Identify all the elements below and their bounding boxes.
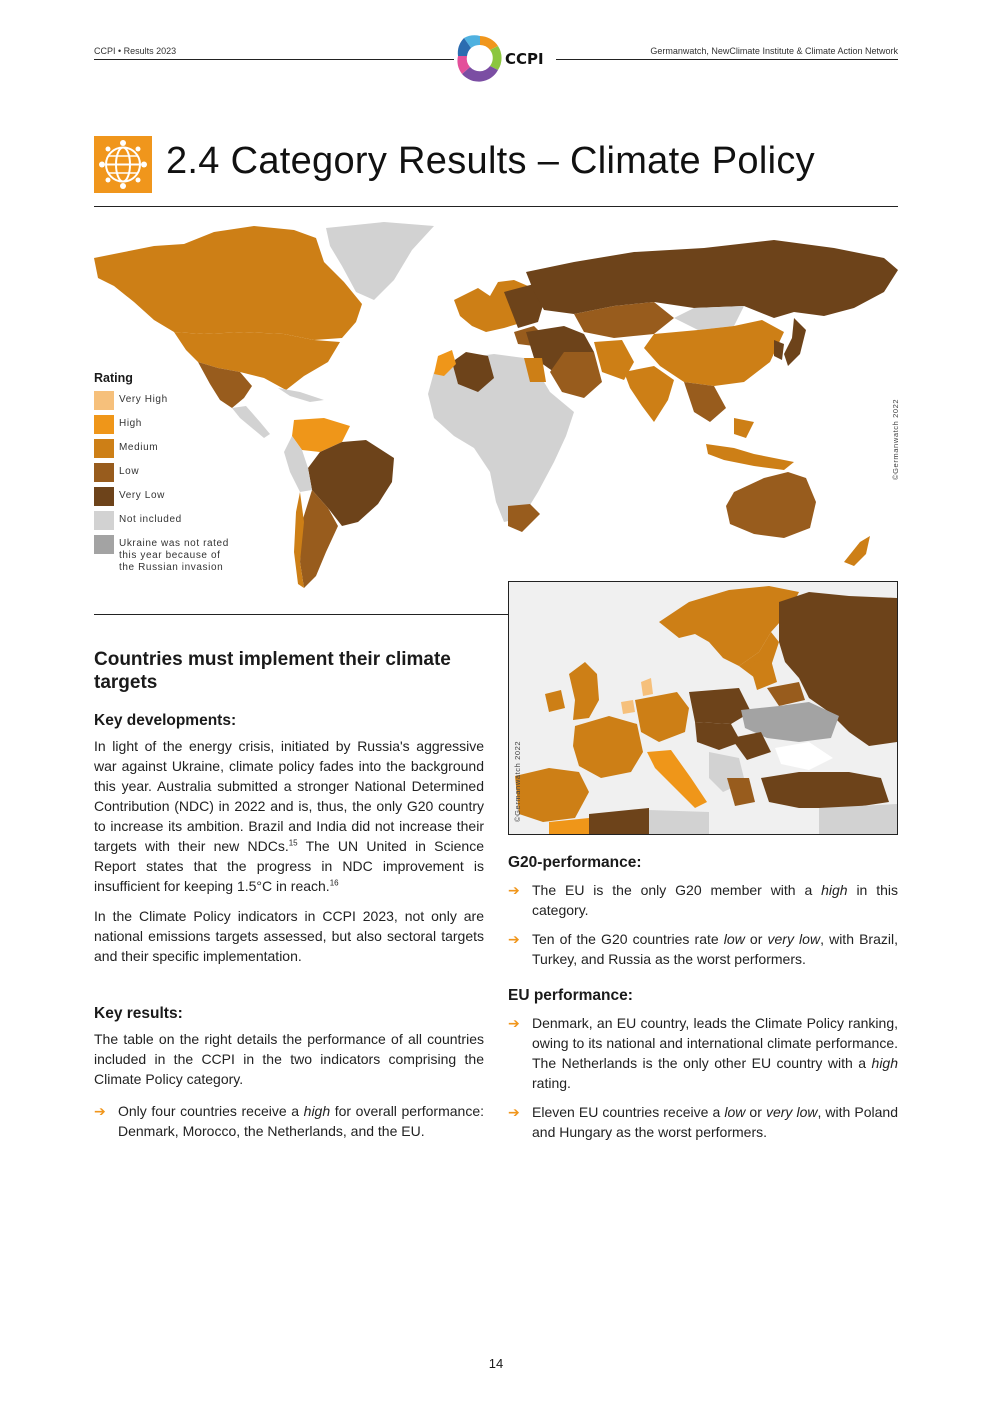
key-developments-heading: Key developments:	[94, 712, 237, 729]
bullet-emphasis: very low	[767, 931, 821, 947]
eu-bullet-2	[508, 1102, 898, 1142]
arrow-icon: ➔	[508, 1015, 520, 1031]
ccpi-logo	[452, 30, 562, 88]
arrow-icon: ➔	[508, 1104, 520, 1120]
bullet-emphasis: very low	[765, 1104, 818, 1120]
legend-label: Medium	[119, 442, 159, 453]
g20-heading-wrap	[508, 854, 898, 872]
legend-item-high	[94, 415, 254, 435]
bullet-text: Eleven EU countries receive a	[532, 1104, 725, 1120]
key-results-heading: Key results:	[94, 1005, 183, 1022]
europe-map-copyright: ©Germanwatch 2022	[513, 740, 522, 822]
header-rule-left	[94, 59, 454, 60]
g20-bullet-2	[508, 929, 898, 969]
bullet-emphasis: high	[871, 1055, 898, 1071]
eu-heading-wrap	[508, 987, 898, 1005]
legend-label: Very High	[119, 394, 168, 405]
legend-swatch	[94, 487, 114, 506]
legend-label: Very Low	[119, 490, 165, 501]
arrow-icon: ➔	[508, 882, 520, 898]
legend-item-ukraine	[94, 535, 244, 579]
legend-label: Not included	[119, 514, 182, 525]
bullet-text: Ten of the G20 countries rate	[532, 931, 724, 947]
bullet-text: or	[745, 1104, 766, 1120]
legend-item-low	[94, 463, 254, 483]
climate-policy-icon	[94, 136, 152, 193]
bullet-text: , with Brazil, Turkey, and Russia as the worst performers.	[532, 931, 898, 967]
section-heading: Countries must implement their climate targets	[94, 649, 451, 693]
section-heading-wrap	[94, 648, 484, 694]
footnote-ref[interactable]: 16	[329, 878, 339, 888]
bullet-text: Only four countries receive a	[118, 1103, 304, 1119]
eu-heading: EU performance:	[508, 987, 633, 1004]
legend-item-medium	[94, 439, 254, 459]
key-developments-paragraph-2: In the Climate Policy indicators in CCPI 2023, not only are national emissions targets assessed, but also sectoral targets and their specific implementation.	[94, 908, 484, 964]
page-title: 2.4 Category Results – Climate Policy	[166, 140, 815, 182]
legend-swatch	[94, 439, 114, 458]
legend-item-very-low	[94, 487, 254, 507]
legend-item-not-included	[94, 511, 254, 531]
g20-heading: G20-performance:	[508, 854, 642, 871]
section-rule	[94, 614, 508, 615]
key-results-bullet-1	[94, 1101, 484, 1141]
legend-swatch	[94, 415, 114, 434]
arrow-icon: ➔	[94, 1103, 106, 1119]
world-map-copyright: ©Germanwatch 2022	[891, 398, 900, 480]
header-right-text: Germanwatch, NewClimate Institute & Climate Action Network	[650, 46, 898, 56]
bullet-text: , with Poland and Hungary as the worst performers.	[532, 1104, 898, 1140]
eu-bullet-1	[508, 1013, 898, 1093]
legend-label: Ukraine was not rated this year because of the Russian invasion	[119, 538, 229, 573]
bullet-emphasis: low	[723, 931, 745, 947]
header-left-text: CCPI • Results 2023	[94, 46, 177, 56]
logo-text: CCPI	[505, 50, 544, 68]
legend-label: High	[119, 418, 142, 429]
bullet-emphasis: high	[303, 1103, 331, 1119]
bullet-emphasis: high	[821, 882, 848, 898]
bullet-text: for overall performance: Denmark, Morocco, the Netherlands, and the EU.	[118, 1103, 484, 1139]
key-developments-paragraph-1	[94, 736, 484, 896]
bullet-text: or	[744, 931, 768, 947]
bullet-text: Denmark, an EU country, leads the Climate Policy ranking, owing to its national and international climate performance. The Netherlands is the only other EU country with a	[532, 1015, 898, 1071]
bullet-text: rating.	[532, 1075, 571, 1091]
paragraph-text: The UN United in Science Report states that the progress in NDC improvement is insufficient for keeping 1.5°C in reach.	[94, 838, 484, 894]
key-developments	[94, 712, 484, 966]
bullet-emphasis: low	[724, 1104, 746, 1120]
legend-swatch	[94, 511, 114, 530]
paragraph-text: In light of the energy crisis, initiated by Russia's aggressive war against Ukraine, climate policy fades into the background this year. Australia submitted a stronger National Determined Contribution (NDC) in 2022 and is, thus, the only G20 country to increase its ambition. Brazil and India did not increase their targets with their new NDCs.	[94, 738, 484, 854]
page-number: 14	[488, 1356, 504, 1371]
footnote-ref[interactable]: 15	[288, 838, 298, 848]
bullet-text: The EU is the only G20 member with a	[532, 882, 822, 898]
g20-bullet-1	[508, 880, 898, 920]
europe-map	[508, 581, 898, 835]
legend-label: Low	[119, 466, 140, 477]
arrow-icon: ➔	[508, 931, 520, 947]
header-rule-right	[556, 59, 898, 60]
bullet-text: in this category.	[532, 882, 898, 918]
legend-swatch	[94, 463, 114, 482]
legend-title: Rating	[94, 371, 133, 385]
key-results-paragraph: The table on the right details the performance of all countries included in the CCPI in the two indicators comprising the Climate Policy category.	[94, 1031, 484, 1087]
key-results	[94, 1005, 484, 1089]
legend-swatch	[94, 391, 114, 410]
legend-item-very-high	[94, 391, 254, 411]
legend-swatch	[94, 535, 114, 554]
title-rule	[94, 206, 898, 207]
